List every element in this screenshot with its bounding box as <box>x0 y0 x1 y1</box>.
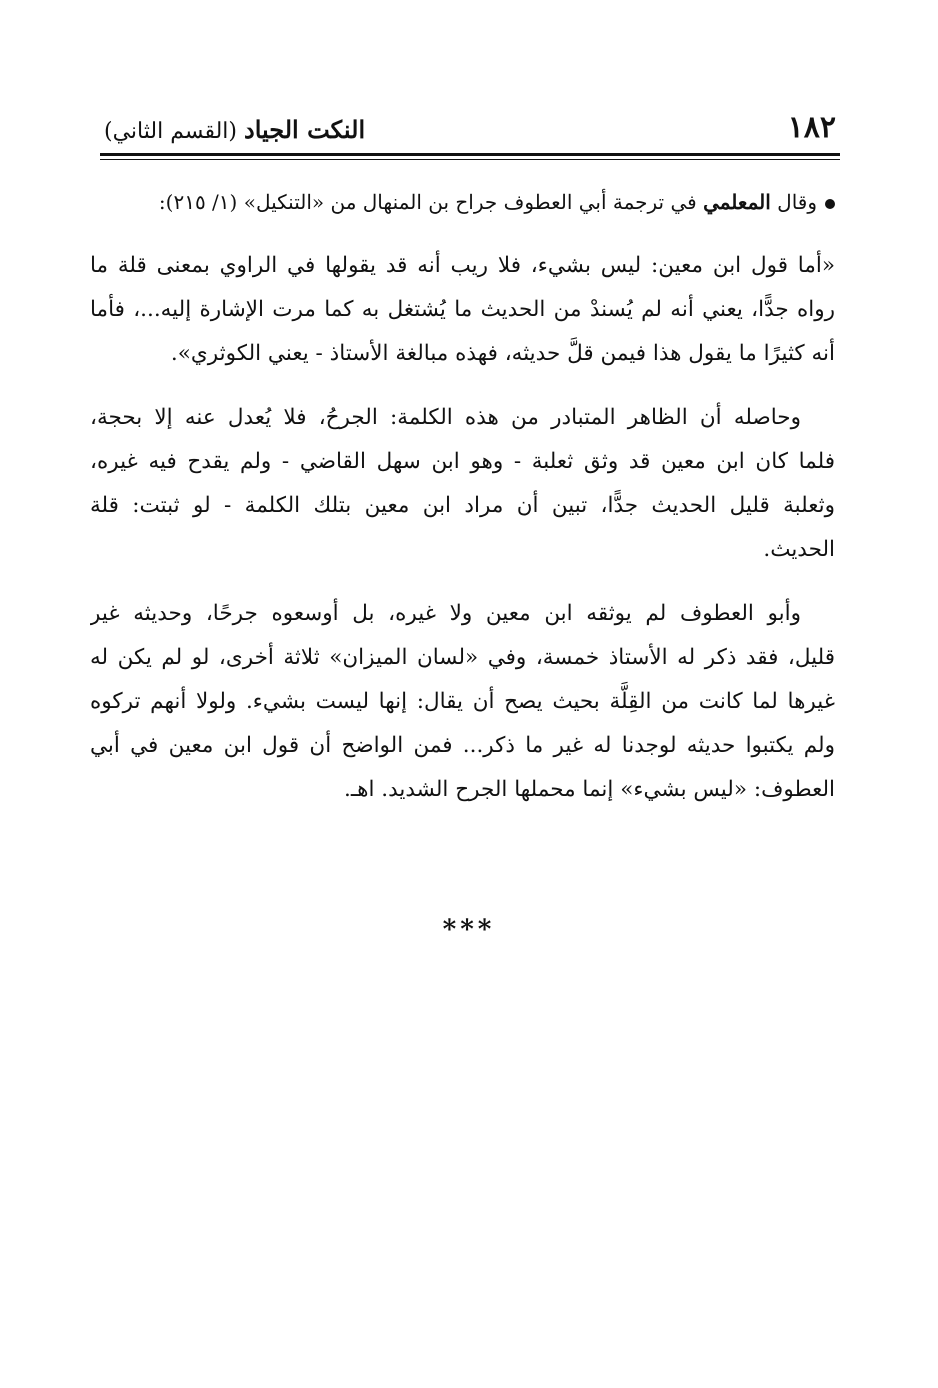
page-body <box>90 180 835 832</box>
section-separator: *** <box>442 915 496 945</box>
text-line: غيرها لما كانت من القِلَّة بحيث يصح أن يقال: إنها ليست بشيء. ولولا أنهم تركوه <box>90 689 835 714</box>
header-rule-thick <box>100 153 840 156</box>
text-line <box>90 180 835 224</box>
running-title <box>104 110 365 152</box>
running-title-main: النكت الجياد <box>244 115 366 144</box>
bullet-icon <box>825 199 835 209</box>
intro-prefix: وقال <box>777 190 817 214</box>
header-rule-thin <box>100 159 840 160</box>
text-line: وأبو العطوف لم يوثقه ابن معين ولا غيره، بل أوسعوه جرحًا، وحديثه غير <box>90 601 801 626</box>
text-line: الحديث. <box>763 537 835 562</box>
text-line: وحاصله أن الظاهر المتبادر من هذه الكلمة: الجرحُ، فلا يُعدل عنه إلا بحجة، <box>90 405 801 430</box>
text-line: قليل، فقد ذكر له الأستاذ خمسة، وفي «لسان الميزان» ثلاثة أخرى، لو لم يكن له <box>90 645 835 670</box>
text-line: «أما قول ابن معين: ليس بشيء، فلا ريب أنه قد يقولها في الراوي بمعنى قلة ما <box>90 253 835 278</box>
text-line: فلما كان ابن معين قد وثق ثعلبة - وهو ابن سهل القاضي - ولم يقدح فيه غيره، <box>90 449 835 474</box>
author-name: المعلمي <box>703 190 771 214</box>
text-line: وثعلبة قليل الحديث جدًّا، تبين أن مراد ابن معين بتلك الكلمة - لو ثبتت: قلة <box>90 493 835 518</box>
text-line: رواه جدًّا، يعني أنه لم يُسندْ من الحديث ما يُشتغل به كما مرت الإشارة إليه...، فأما <box>90 297 835 322</box>
running-title-section: (القسم الثاني) <box>104 119 237 144</box>
text-line: أنه كثيرًا ما يقول هذا فيمن قلَّ حديثه، فهذه مبالغة الأستاذ - يعني الكوثري». <box>170 341 835 366</box>
page-number: ١٨٢ <box>787 110 836 145</box>
intro-rest: في ترجمة أبي العطوف جراح بن المنهال من «التنكيل» (١/ ٢١٥): <box>158 190 697 214</box>
page-header <box>100 108 840 152</box>
conclusion-paragraph <box>90 592 835 812</box>
text-line: ولم يكتبوا حديثه لوجدنا له غير ما ذكر... فمن الواضح أن قول ابن معين في أبي <box>90 733 835 758</box>
text-line: العطوف: «ليس بشيء» إنما محملها الجرح الشديد. اهـ. <box>344 777 835 802</box>
quote-paragraph <box>90 244 835 376</box>
intro-paragraph <box>90 180 835 224</box>
summary-paragraph <box>90 396 835 572</box>
